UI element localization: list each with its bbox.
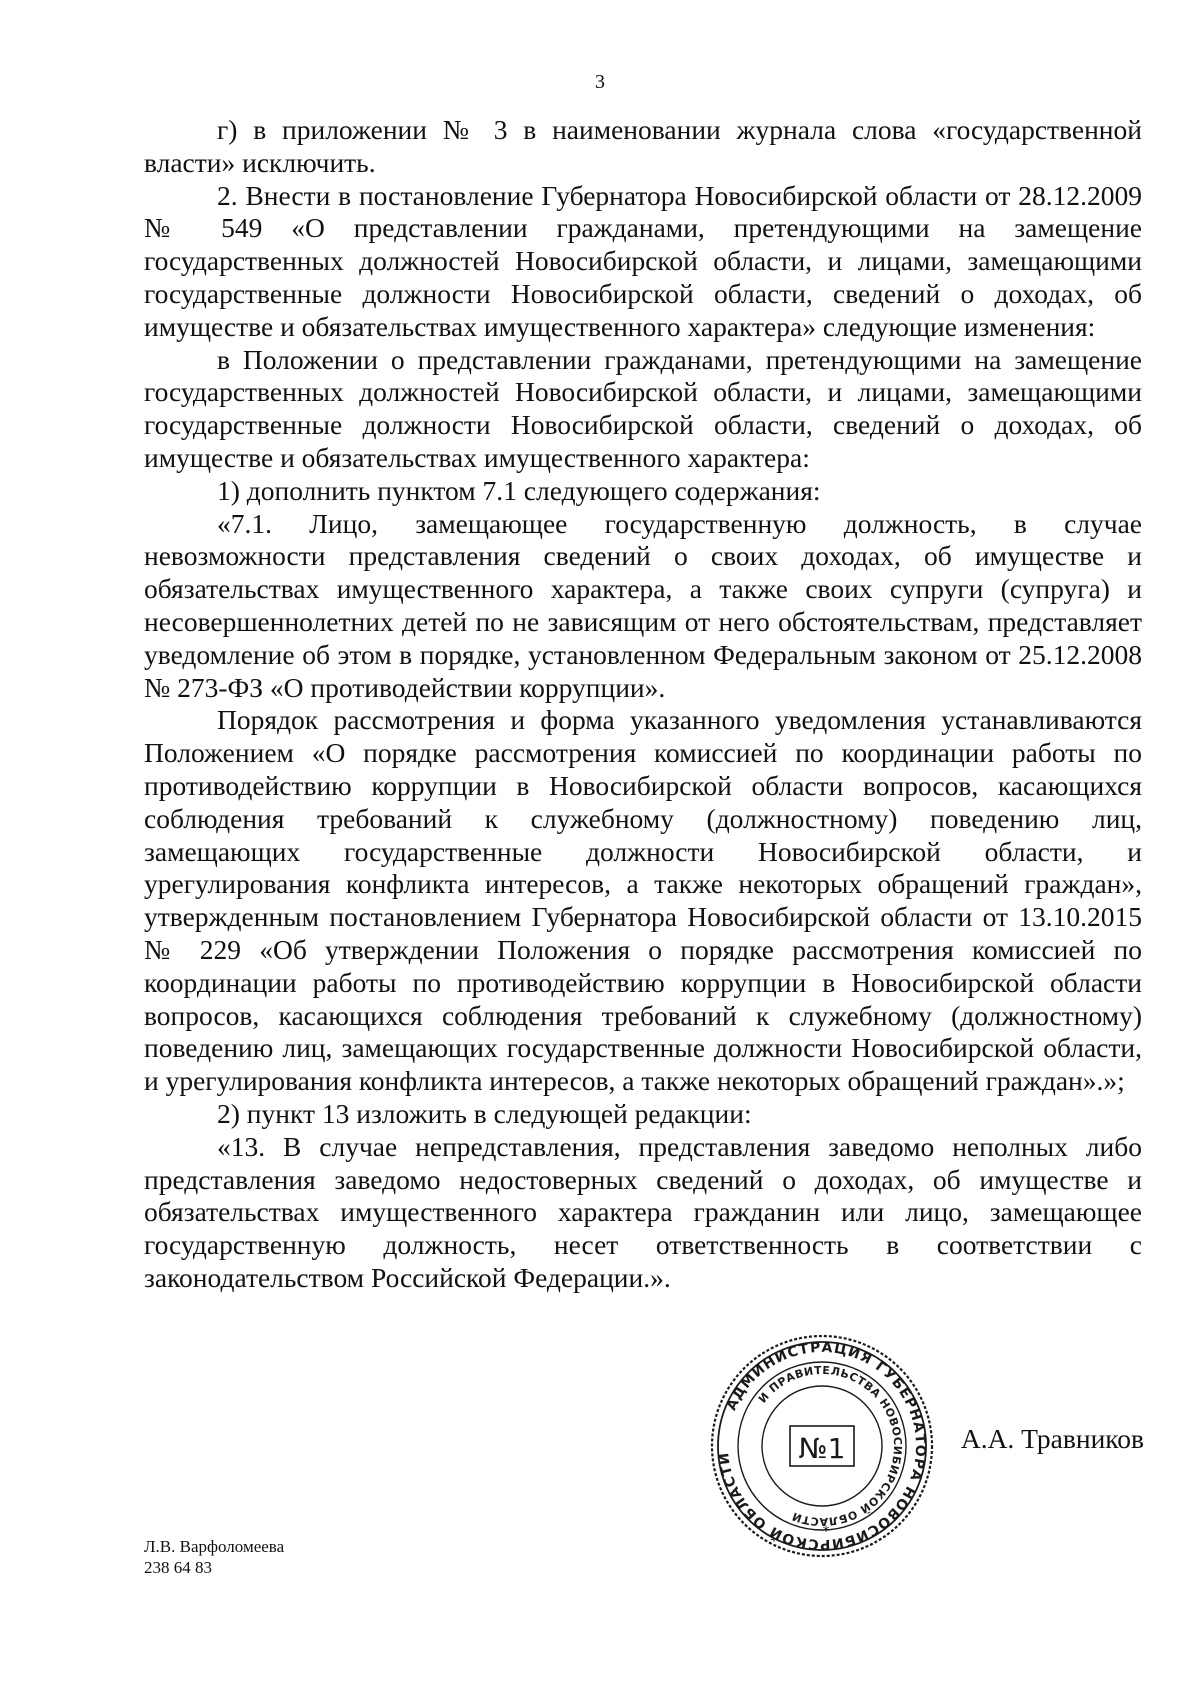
paragraph-regulation-intro: в Положении о представлении гражданами, претендующими на замещение государственных должностей Новосибирской области, и лицами, замещающими государственные должности Новосибирской области, сведений о доходах, об имуществе и обязательствах имущественного характера: (144, 343, 1142, 473)
paragraph-item-2: 2. Внести в постановление Губернатора Новосибирской области от 28.12.2009 № 549 «О представлении гражданами, претендующими на замещение государственных должностей Новосибирской области, и лицами, замещающими государственные должности Новосибирской области, сведений о доходах, об имуществе и обязательствах имущественного характера» следующие изменения: (144, 179, 1142, 342)
seal-outer-text: АДМИНИСТРАЦИЯ ГУБЕРНАТОРА НОВОСИБИРСКОЙ ОБЛАСТИ (716, 1339, 929, 1553)
executor-phone: 238 64 83 (144, 1558, 212, 1577)
paragraph-subitem-1: 1) дополнить пунктом 7.1 следующего содержания: (217, 474, 821, 506)
paragraph-item-g: г) в приложении № 3 в наименовании журнала слова «государственной власти» исключить. (144, 114, 1142, 178)
seal-inner-text: И ПРАВИТЕЛЬСТВА НОВОСИБИРСКОЙ ОБЛАСТИ (755, 1363, 905, 1529)
executor-block (144, 1536, 284, 1578)
official-seal (708, 1332, 936, 1560)
paragraph-point-7-1: «7.1. Лицо, замещающее государственную должность, в случае невозможности представления сведений о своих доходах, об имуществе и обязательствах имущественного характера, а также своих супруги (супруга) и несовершеннолетних детей по не зависящим от него обстоятельствам, представляет уведомление об этом в порядке, установленном Федеральным законом от 25.12.2008 № 273-ФЗ «О противодействии коррупции». (144, 507, 1142, 703)
paragraph-subitem-2: 2) пункт 13 изложить в следующей редакции: (217, 1097, 752, 1129)
document-body (144, 114, 1142, 1295)
paragraph-procedure: Порядок рассмотрения и форма указанного уведомления устанавливаются Положением «О порядке рассмотрения комиссией по координации работы по противодействию коррупции в Новосибирской области вопросов, касающихся соблюдения требований к служебному (должностному) поведению лиц, замещающих государственные должности Новосибирской области, и урегулирования конфликта интересов, а также некоторых обращений граждан», утвержденным постановлением Губернатора Новосибирской области от 13.10.2015 № 229 «Об утверждении Положения о порядке рассмотрения комиссией по координации работы по противодействию коррупции в Новосибирской области вопросов, касающихся соблюдения требований к служебному (должностному) поведению лиц, замещающих государственные должности Новосибирской области, и урегулирования конфликта интересов, а также некоторых обращений граждан».»; (144, 704, 1142, 1097)
seal-star: * (822, 1524, 830, 1540)
paragraph-point-13: «13. В случае непредставления, представления заведомо неполных либо представления заведомо недостоверных сведений о доходах, об имуществе и обязательствах имущественного характера гражданин или лицо, замещающее государственную должность, несет ответственность в соответствии с законодательством Российской Федерации.». (144, 1130, 1142, 1293)
seal-center-number: №1 (798, 1432, 846, 1465)
signatory-name: А.А. Травников (960, 1423, 1144, 1454)
page-number: 3 (595, 71, 605, 93)
executor-name: Л.В. Варфоломеева (144, 1537, 285, 1556)
seal-graphic (708, 1332, 936, 1560)
